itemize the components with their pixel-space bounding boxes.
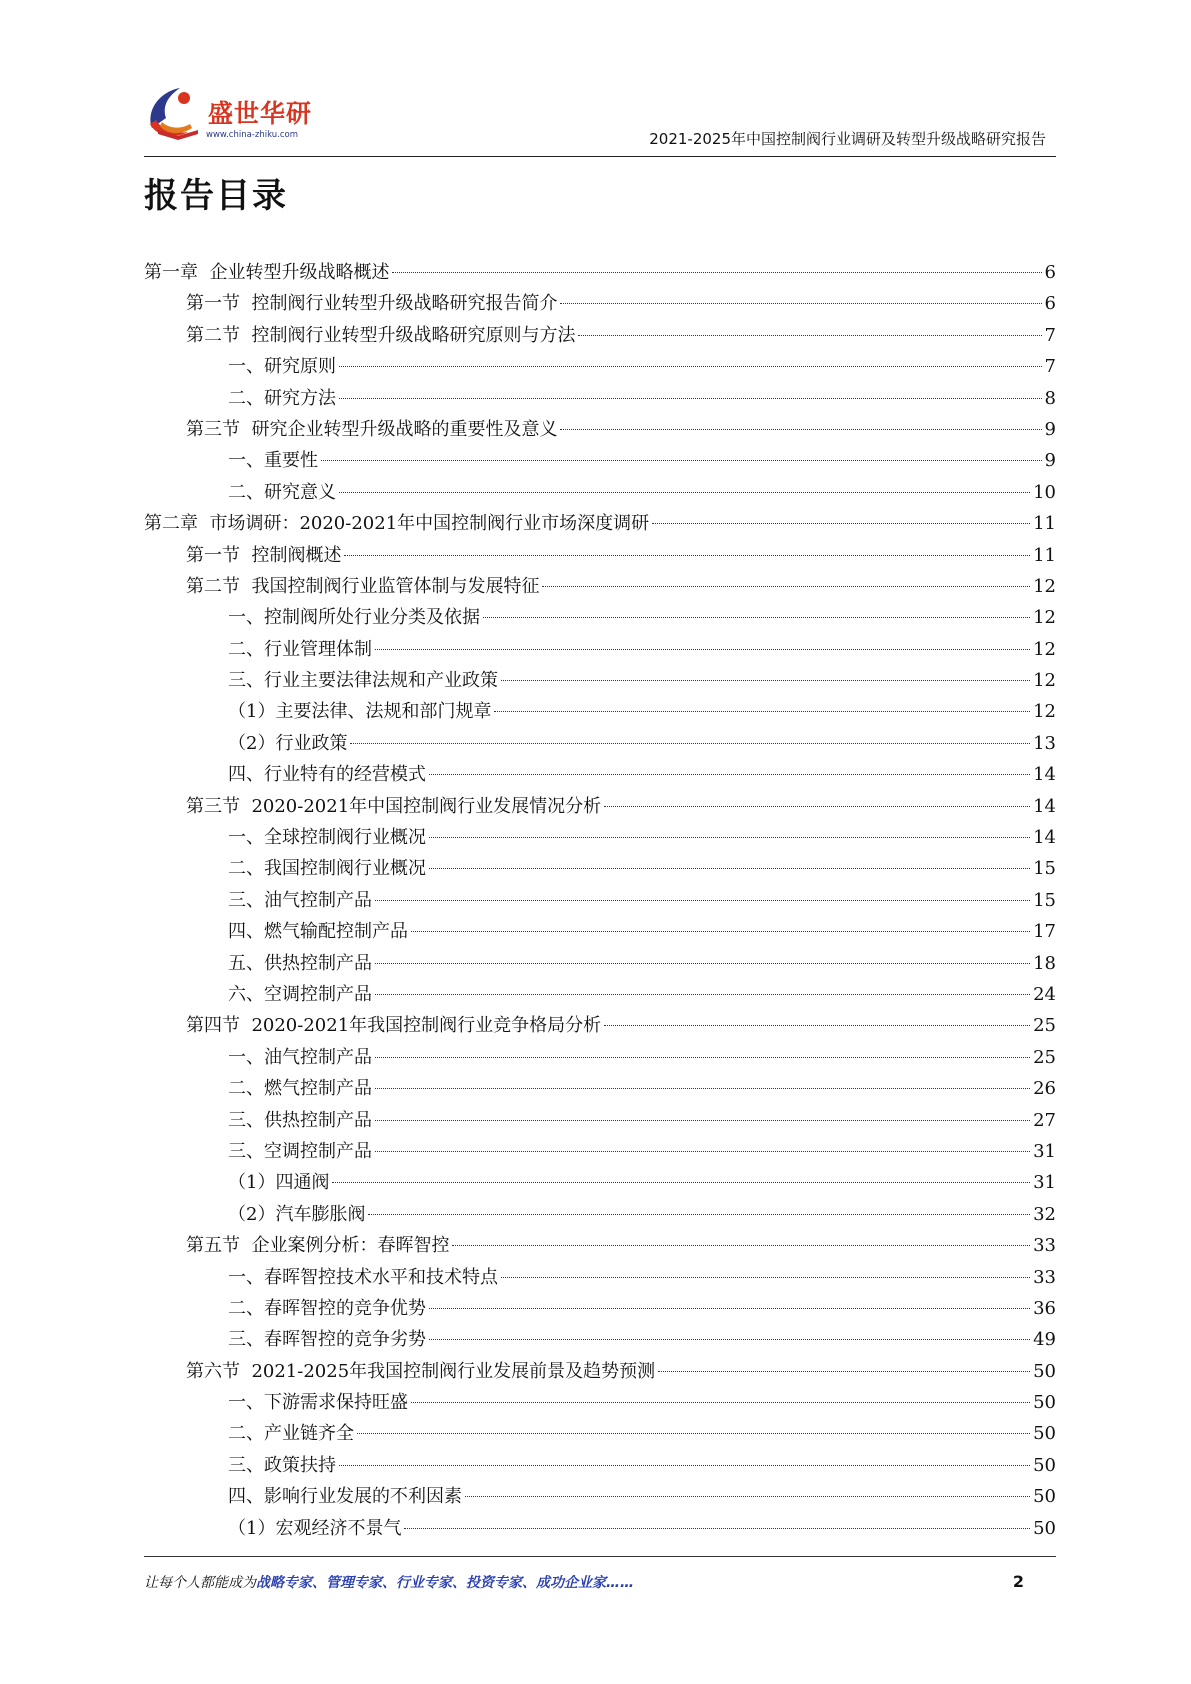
toc-entry-page: 12 (1033, 607, 1056, 629)
toc-entry[interactable] (144, 292, 1056, 323)
toc-dot-leader (357, 1433, 1030, 1434)
toc-entry-label: 一、下游需求保持旺盛 (228, 1392, 408, 1414)
toc-entry-label: 第二节 控制阀行业转型升级战略研究原则与方法 (186, 324, 576, 346)
toc-entry-label: 三、油气控制产品 (228, 889, 372, 911)
toc-entry-label: 第三节 研究企业转型升级战略的重要性及意义 (186, 418, 558, 440)
toc-entry-label: （2）行业政策 (228, 732, 348, 754)
toc-entry-page: 18 (1033, 952, 1056, 974)
toc-dot-leader (375, 649, 1030, 650)
toc-entry-page: 26 (1033, 1078, 1056, 1100)
toc-dot-leader (578, 335, 1041, 336)
toc-entry-label: 二、燃气控制产品 (228, 1078, 372, 1100)
toc-entry-page: 12 (1033, 670, 1056, 692)
toc-entry[interactable] (144, 826, 1056, 857)
toc-dot-leader (604, 806, 1030, 807)
toc-entry-page: 33 (1033, 1266, 1056, 1288)
toc-entry-page: 31 (1033, 1140, 1056, 1162)
toc-entry[interactable] (144, 1360, 1056, 1391)
toc-entry-label: 四、行业特有的经营模式 (228, 764, 426, 786)
toc-entry-label: 二、春晖智控的竞争优势 (228, 1297, 426, 1319)
logo-url: www.china-zhiku.com (206, 130, 298, 140)
toc-entry-label: 二、产业链齐全 (228, 1423, 354, 1445)
toc-entry-label: 三、供热控制产品 (228, 1109, 372, 1131)
toc-entry-label: 二、研究方法 (228, 387, 336, 409)
toc-entry[interactable] (144, 1077, 1056, 1108)
toc-entry[interactable] (144, 1203, 1056, 1234)
toc-entry-page: 17 (1033, 921, 1056, 943)
page-number: 2 (1012, 1572, 1024, 1591)
company-logo (144, 84, 314, 148)
toc-entry-label: 第一节 控制阀概述 (186, 544, 342, 566)
toc-entry-page: 27 (1033, 1109, 1056, 1131)
toc-entry-page: 14 (1033, 795, 1056, 817)
toc-entry-page: 36 (1033, 1297, 1056, 1319)
toc-dot-leader (494, 711, 1030, 712)
toc-entry-label: 一、油气控制产品 (228, 1046, 372, 1068)
toc-dot-leader (339, 492, 1030, 493)
toc-entry-label: 二、我国控制阀行业概况 (228, 858, 426, 880)
toc-entry[interactable] (144, 481, 1056, 512)
toc-dot-leader (501, 1277, 1030, 1278)
toc-entry[interactable] (144, 638, 1056, 669)
toc-entry-page: 50 (1033, 1423, 1056, 1445)
toc-entry-label: 三、空调控制产品 (228, 1140, 372, 1162)
toc-entry-page: 7 (1044, 324, 1056, 346)
toc-entry-page: 25 (1033, 1046, 1056, 1068)
toc-entry-page: 50 (1033, 1392, 1056, 1414)
toc-entry-page: 33 (1033, 1235, 1056, 1257)
toc-entry-page: 13 (1033, 732, 1056, 754)
toc-dot-leader (429, 1308, 1030, 1309)
toc-dot-leader (375, 1057, 1030, 1058)
toc-dot-leader (429, 868, 1030, 869)
toc-entry-page: 25 (1033, 1015, 1056, 1037)
toc-entry-page: 12 (1033, 638, 1056, 660)
toc-entry-page: 12 (1033, 575, 1056, 597)
toc-entry[interactable] (144, 418, 1056, 449)
toc-entry-label: （2）汽车膨胀阀 (228, 1203, 366, 1225)
toc-entry-label: 一、控制阀所处行业分类及依据 (228, 607, 480, 629)
toc-dot-leader (344, 555, 1030, 556)
toc-entry[interactable] (144, 1266, 1056, 1297)
toc-dot-leader (501, 680, 1030, 681)
toc-dot-leader (429, 837, 1030, 838)
toc-dot-leader (375, 1088, 1030, 1089)
toc-entry-page: 12 (1033, 701, 1056, 723)
toc-entry[interactable] (144, 1328, 1056, 1359)
toc-entry[interactable] (144, 1171, 1056, 1202)
toc-entry[interactable] (144, 669, 1056, 700)
toc-entry-page: 9 (1044, 418, 1056, 440)
toc-entry[interactable] (144, 1517, 1056, 1548)
toc-entry-page: 31 (1033, 1172, 1056, 1194)
toc-dot-leader (658, 1371, 1030, 1372)
toc-entry[interactable] (144, 1140, 1056, 1171)
logo-swirl-icon (144, 84, 206, 144)
toc-entry-label: 第四节 2020-2021年我国控制阀行业竞争格局分析 (186, 1015, 602, 1037)
toc-dot-leader (339, 398, 1042, 399)
toc-entry-page: 24 (1033, 983, 1056, 1005)
toc-entry[interactable] (144, 355, 1056, 386)
toc-entry-page: 49 (1033, 1329, 1056, 1351)
toc-entry[interactable] (144, 983, 1056, 1014)
toc-dot-leader (375, 900, 1030, 901)
header-divider (144, 156, 1056, 157)
footer-divider (144, 1556, 1056, 1557)
toc-entry-label: 二、行业管理体制 (228, 638, 372, 660)
toc-entry[interactable] (144, 1454, 1056, 1485)
toc-entry-page: 50 (1033, 1360, 1056, 1382)
toc-entry-label: 第一章 企业转型升级战略概述 (144, 262, 390, 283)
toc-dot-leader (375, 994, 1030, 995)
toc-dot-leader (392, 272, 1041, 273)
toc-entry-label: （1）宏观经济不景气 (228, 1517, 402, 1539)
toc-entry-page: 14 (1033, 764, 1056, 786)
toc-dot-leader (350, 743, 1030, 744)
toc-entry[interactable] (144, 889, 1056, 920)
toc-entry-label: 一、全球控制阀行业概况 (228, 827, 426, 849)
toc-entry-label: 一、重要性 (228, 450, 318, 472)
table-of-contents (144, 261, 1056, 1548)
toc-dot-leader (542, 586, 1030, 587)
toc-dot-leader (339, 1465, 1030, 1466)
toc-dot-leader (652, 523, 1030, 524)
toc-dot-leader (429, 1339, 1030, 1340)
footer-roles: 战略专家、管理专家、行业专家、投资专家、成功企业家…… (256, 1575, 634, 1591)
toc-entry[interactable] (144, 1014, 1056, 1045)
toc-dot-leader (483, 617, 1030, 618)
logo-text: 盛世华研 (208, 99, 313, 128)
toc-entry-label: 第五节 企业案例分析：春晖智控 (186, 1235, 450, 1257)
toc-entry-label: 四、燃气输配控制产品 (228, 921, 408, 943)
toc-entry-page: 8 (1044, 387, 1056, 409)
toc-entry-label: 一、春晖智控技术水平和技术特点 (228, 1266, 498, 1288)
toc-entry[interactable] (144, 732, 1056, 763)
toc-dot-leader (560, 429, 1041, 430)
toc-entry-label: 一、研究原则 (228, 356, 336, 378)
toc-entry-page: 15 (1033, 858, 1056, 880)
toc-entry[interactable] (144, 1422, 1056, 1453)
toc-entry-label: 第六节 2021-2025年我国控制阀行业发展前景及趋势预测 (186, 1360, 656, 1382)
toc-entry[interactable] (144, 1234, 1056, 1265)
toc-dot-leader (321, 460, 1042, 461)
toc-dot-leader (375, 1120, 1030, 1121)
toc-dot-leader (375, 963, 1030, 964)
toc-entry-page: 6 (1044, 293, 1056, 315)
toc-entry[interactable] (144, 512, 1056, 543)
toc-entry-label: 三、春晖智控的竞争劣势 (228, 1329, 426, 1351)
toc-dot-leader (375, 1151, 1030, 1152)
toc-entry-page: 14 (1033, 827, 1056, 849)
toc-entry-label: 第一节 控制阀行业转型升级战略研究报告简介 (186, 293, 558, 315)
toc-dot-leader (604, 1025, 1030, 1026)
toc-entry[interactable] (144, 763, 1056, 794)
toc-entry-label: 六、空调控制产品 (228, 983, 372, 1005)
toc-entry[interactable] (144, 387, 1056, 418)
page-header (144, 80, 1056, 158)
toc-dot-leader (429, 774, 1030, 775)
toc-entry[interactable] (144, 700, 1056, 731)
toc-entry-label: 第三节 2020-2021年中国控制阀行业发展情况分析 (186, 795, 602, 817)
toc-entry[interactable] (144, 795, 1056, 826)
toc-entry[interactable] (144, 261, 1056, 292)
toc-entry-page: 10 (1033, 481, 1056, 503)
toc-entry[interactable] (144, 1109, 1056, 1140)
toc-dot-leader (368, 1214, 1030, 1215)
toc-entry-page: 7 (1044, 356, 1056, 378)
toc-dot-leader (411, 1402, 1030, 1403)
toc-entry-label: （1）四通阀 (228, 1172, 330, 1194)
toc-entry[interactable] (144, 606, 1056, 637)
toc-dot-leader (560, 303, 1041, 304)
toc-entry-page: 9 (1044, 450, 1056, 472)
toc-entry[interactable] (144, 449, 1056, 480)
toc-entry-page: 6 (1044, 262, 1056, 283)
toc-entry[interactable] (144, 1391, 1056, 1422)
toc-entry-page: 32 (1033, 1203, 1056, 1225)
toc-entry-page: 50 (1033, 1517, 1056, 1539)
toc-entry[interactable] (144, 857, 1056, 888)
toc-entry-page: 15 (1033, 889, 1056, 911)
report-title: 2021-2025年中国控制阀行业调研及转型升级战略研究报告 (649, 130, 1046, 148)
toc-dot-leader (332, 1182, 1030, 1183)
toc-entry-page: 50 (1033, 1486, 1056, 1508)
toc-dot-leader (339, 366, 1042, 367)
toc-dot-leader (404, 1528, 1030, 1529)
toc-entry[interactable] (144, 952, 1056, 983)
page-footer (144, 1572, 1024, 1592)
toc-entry-page: 11 (1033, 513, 1056, 535)
toc-entry-label: 二、研究意义 (228, 481, 336, 503)
toc-entry[interactable] (144, 1046, 1056, 1077)
toc-entry-label: 五、供热控制产品 (228, 952, 372, 974)
toc-entry[interactable] (144, 544, 1056, 575)
toc-entry-label: 第二章 市场调研：2020-2021年中国控制阀行业市场深度调研 (144, 513, 650, 535)
toc-entry-label: 四、影响行业发展的不利因素 (228, 1486, 462, 1508)
toc-entry[interactable] (144, 920, 1056, 951)
toc-entry[interactable] (144, 575, 1056, 606)
toc-entry-label: （1）主要法律、法规和部门规章 (228, 701, 492, 723)
toc-entry-page: 50 (1033, 1454, 1056, 1476)
toc-dot-leader (465, 1496, 1030, 1497)
toc-dot-leader (411, 931, 1030, 932)
toc-entry[interactable] (144, 324, 1056, 355)
toc-entry-page: 11 (1033, 544, 1056, 566)
footer-motto: 让每个人都能成为 (144, 1575, 256, 1591)
page-title: 报告目录 (144, 176, 288, 216)
toc-entry-label: 三、政策扶持 (228, 1454, 336, 1476)
toc-entry[interactable] (144, 1297, 1056, 1328)
toc-entry-label: 三、行业主要法律法规和产业政策 (228, 670, 498, 692)
toc-entry[interactable] (144, 1485, 1056, 1516)
toc-entry-label: 第二节 我国控制阀行业监管体制与发展特征 (186, 575, 540, 597)
toc-dot-leader (452, 1245, 1030, 1246)
